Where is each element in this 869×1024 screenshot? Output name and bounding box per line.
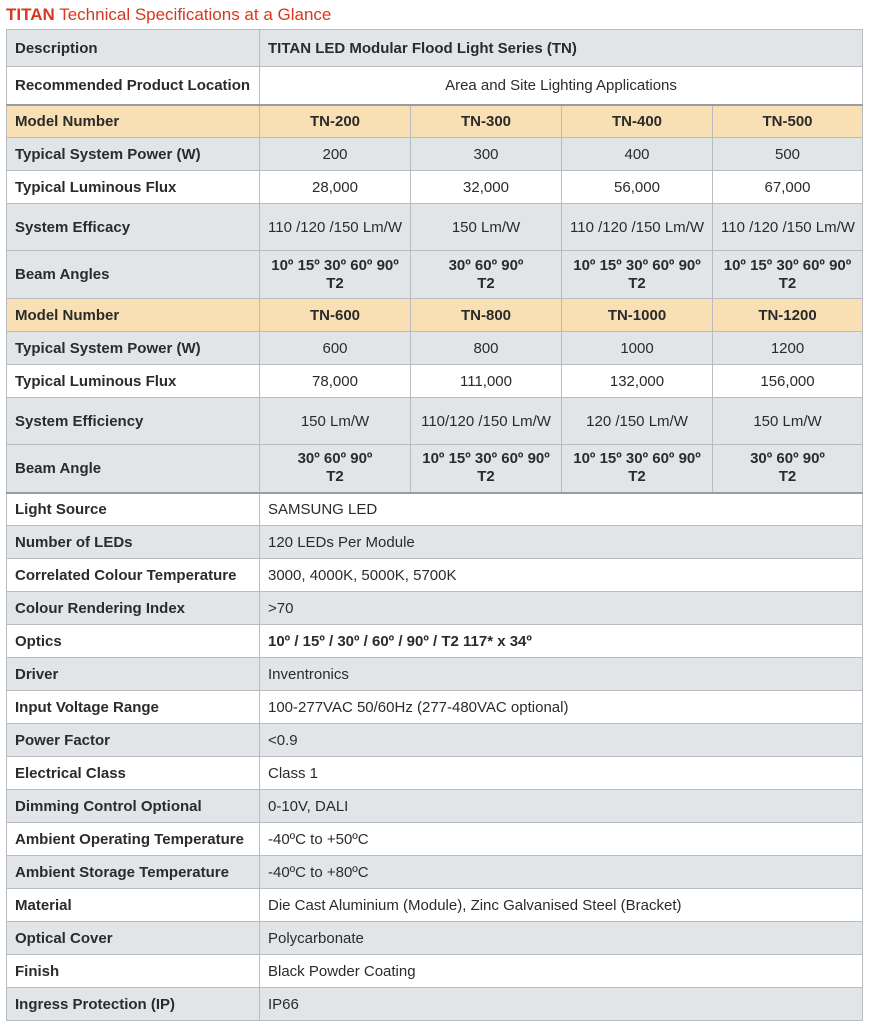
model-cell: TN-400 bbox=[562, 105, 713, 138]
spec-value: 3000, 4000K, 5000K, 5700K bbox=[260, 559, 863, 592]
location-label: Recommended Product Location bbox=[7, 67, 260, 105]
spec-row bbox=[7, 625, 863, 658]
power-cell: 300 bbox=[411, 138, 562, 171]
beam-label: Beam Angle bbox=[7, 445, 260, 493]
beam-type: T2 bbox=[778, 468, 797, 486]
flux-row-2 bbox=[7, 365, 863, 398]
spec-value: >70 bbox=[260, 592, 863, 625]
spec-label: Correlated Colour Temperature bbox=[7, 559, 260, 592]
model-cell: TN-300 bbox=[411, 105, 562, 138]
spec-label: Power Factor bbox=[7, 724, 260, 757]
spec-row bbox=[7, 955, 863, 988]
power-cell: 400 bbox=[562, 138, 713, 171]
spec-label: Ambient Operating Temperature bbox=[7, 823, 260, 856]
model-cell: TN-800 bbox=[411, 299, 562, 332]
description-value: TITAN LED Modular Flood Light Series (TN) bbox=[260, 30, 863, 67]
spec-value: Die Cast Aluminium (Module), Zinc Galvanised Steel (Bracket) bbox=[260, 889, 863, 922]
power-cell: 600 bbox=[260, 332, 411, 365]
power-label: Typical System Power (W) bbox=[7, 332, 260, 365]
power-cell: 1200 bbox=[713, 332, 863, 365]
beam-cell bbox=[562, 445, 713, 493]
model-cell: TN-1000 bbox=[562, 299, 713, 332]
efficiency-row bbox=[7, 398, 863, 445]
description-label: Description bbox=[7, 30, 260, 67]
efficiency-cell: 150 Lm/W bbox=[713, 398, 863, 445]
model-label: Model Number bbox=[7, 299, 260, 332]
efficacy-row bbox=[7, 204, 863, 251]
flux-cell: 56,000 bbox=[562, 171, 713, 204]
beam-type: T2 bbox=[778, 274, 797, 292]
flux-cell: 32,000 bbox=[411, 171, 562, 204]
beam-angles: 10º 15º 30º 60º 90º bbox=[573, 256, 701, 274]
spec-row bbox=[7, 988, 863, 1021]
spec-row bbox=[7, 757, 863, 790]
beam-label: Beam Angles bbox=[7, 251, 260, 299]
beam-cell bbox=[260, 251, 411, 299]
beam-cell bbox=[713, 251, 863, 299]
beam-angles: 10º 15º 30º 60º 90º bbox=[422, 450, 550, 468]
page-title bbox=[6, 4, 331, 26]
model-cell: TN-500 bbox=[713, 105, 863, 138]
model-row-2 bbox=[7, 299, 863, 332]
spec-label: Input Voltage Range bbox=[7, 691, 260, 724]
beam-row-1 bbox=[7, 251, 863, 299]
spec-label: Number of LEDs bbox=[7, 526, 260, 559]
spec-row bbox=[7, 790, 863, 823]
efficacy-cell: 110 /120 /150 Lm/W bbox=[260, 204, 411, 251]
beam-angles: 30º 60º 90º bbox=[297, 450, 373, 468]
spec-value: 0-10V, DALI bbox=[260, 790, 863, 823]
spec-value: IP66 bbox=[260, 988, 863, 1021]
spec-value: 120 LEDs Per Module bbox=[260, 526, 863, 559]
beam-cell bbox=[713, 445, 863, 493]
beam-type: T2 bbox=[326, 468, 344, 486]
power-row-1 bbox=[7, 138, 863, 171]
flux-label: Typical Luminous Flux bbox=[7, 365, 260, 398]
spec-value: -40ºC to +50ºC bbox=[260, 823, 863, 856]
beam-angles: 30º 60º 90º bbox=[750, 450, 825, 468]
beam-angles: 30º 60º 90º bbox=[448, 256, 524, 274]
spec-value: <0.9 bbox=[260, 724, 863, 757]
flux-cell: 28,000 bbox=[260, 171, 411, 204]
spec-label: Ingress Protection (IP) bbox=[7, 988, 260, 1021]
beam-cell bbox=[562, 251, 713, 299]
model-row-1 bbox=[7, 105, 863, 138]
model-label: Model Number bbox=[7, 105, 260, 138]
spec-row bbox=[7, 856, 863, 889]
spec-value: Inventronics bbox=[260, 658, 863, 691]
spec-value: Black Powder Coating bbox=[260, 955, 863, 988]
spec-row bbox=[7, 526, 863, 559]
spec-label: Driver bbox=[7, 658, 260, 691]
efficacy-cell: 110 /120 /150 Lm/W bbox=[713, 204, 863, 251]
spec-label: Material bbox=[7, 889, 260, 922]
spec-table bbox=[6, 29, 863, 1021]
description-row bbox=[7, 30, 863, 67]
power-cell: 800 bbox=[411, 332, 562, 365]
beam-cell bbox=[260, 445, 411, 493]
location-value: Area and Site Lighting Applications bbox=[260, 67, 863, 105]
spec-value: Polycarbonate bbox=[260, 922, 863, 955]
flux-cell: 78,000 bbox=[260, 365, 411, 398]
flux-cell: 67,000 bbox=[713, 171, 863, 204]
flux-cell: 132,000 bbox=[562, 365, 713, 398]
spec-row bbox=[7, 559, 863, 592]
flux-row-1 bbox=[7, 171, 863, 204]
flux-label: Typical Luminous Flux bbox=[7, 171, 260, 204]
spec-label: Light Source bbox=[7, 493, 260, 526]
spec-label: Ambient Storage Temperature bbox=[7, 856, 260, 889]
spec-value: 10º / 15º / 30º / 60º / 90º / T2 117* x 34º bbox=[260, 625, 863, 658]
beam-angles: 10º 15º 30º 60º 90º bbox=[723, 256, 852, 274]
beam-cell bbox=[411, 445, 562, 493]
power-label: Typical System Power (W) bbox=[7, 138, 260, 171]
efficacy-label: System Efficacy bbox=[7, 204, 260, 251]
spec-value: 100-277VAC 50/60Hz (277-480VAC optional) bbox=[260, 691, 863, 724]
power-row-2 bbox=[7, 332, 863, 365]
model-cell: TN-1200 bbox=[713, 299, 863, 332]
spec-value: Class 1 bbox=[260, 757, 863, 790]
beam-row-2 bbox=[7, 445, 863, 493]
efficiency-cell: 150 Lm/W bbox=[260, 398, 411, 445]
efficiency-cell: 120 /150 Lm/W bbox=[562, 398, 713, 445]
brand-name: TITAN bbox=[6, 5, 55, 24]
beam-cell bbox=[411, 251, 562, 299]
spec-label: Optics bbox=[7, 625, 260, 658]
spec-label: Electrical Class bbox=[7, 757, 260, 790]
spec-value: -40ºC to +80ºC bbox=[260, 856, 863, 889]
spec-label: Finish bbox=[7, 955, 260, 988]
efficiency-label: System Efficiency bbox=[7, 398, 260, 445]
beam-angles: 10º 15º 30º 60º 90º bbox=[573, 450, 701, 468]
power-cell: 200 bbox=[260, 138, 411, 171]
beam-type: T2 bbox=[628, 468, 646, 486]
efficacy-cell: 150 Lm/W bbox=[411, 204, 562, 251]
spec-label: Dimming Control Optional bbox=[7, 790, 260, 823]
spec-row bbox=[7, 658, 863, 691]
spec-value: SAMSUNG LED bbox=[260, 493, 863, 526]
spec-row bbox=[7, 493, 863, 526]
location-row bbox=[7, 67, 863, 105]
spec-label: Optical Cover bbox=[7, 922, 260, 955]
spec-row bbox=[7, 922, 863, 955]
model-cell: TN-600 bbox=[260, 299, 411, 332]
spec-row bbox=[7, 724, 863, 757]
spec-row bbox=[7, 691, 863, 724]
flux-cell: 156,000 bbox=[713, 365, 863, 398]
spec-row bbox=[7, 592, 863, 625]
efficacy-cell: 110 /120 /150 Lm/W bbox=[562, 204, 713, 251]
spec-row bbox=[7, 889, 863, 922]
spec-label: Colour Rendering Index bbox=[7, 592, 260, 625]
model-cell: TN-200 bbox=[260, 105, 411, 138]
beam-type: T2 bbox=[477, 468, 495, 486]
beam-angles: 10º 15º 30º 60º 90º bbox=[271, 256, 399, 274]
spec-row bbox=[7, 823, 863, 856]
power-cell: 500 bbox=[713, 138, 863, 171]
beam-type: T2 bbox=[326, 274, 344, 292]
title-text: Technical Specifications at a Glance bbox=[59, 5, 332, 24]
power-cell: 1000 bbox=[562, 332, 713, 365]
efficiency-cell: 110/120 /150 Lm/W bbox=[411, 398, 562, 445]
beam-type: T2 bbox=[628, 274, 646, 292]
flux-cell: 111,000 bbox=[411, 365, 562, 398]
beam-type: T2 bbox=[477, 274, 495, 292]
